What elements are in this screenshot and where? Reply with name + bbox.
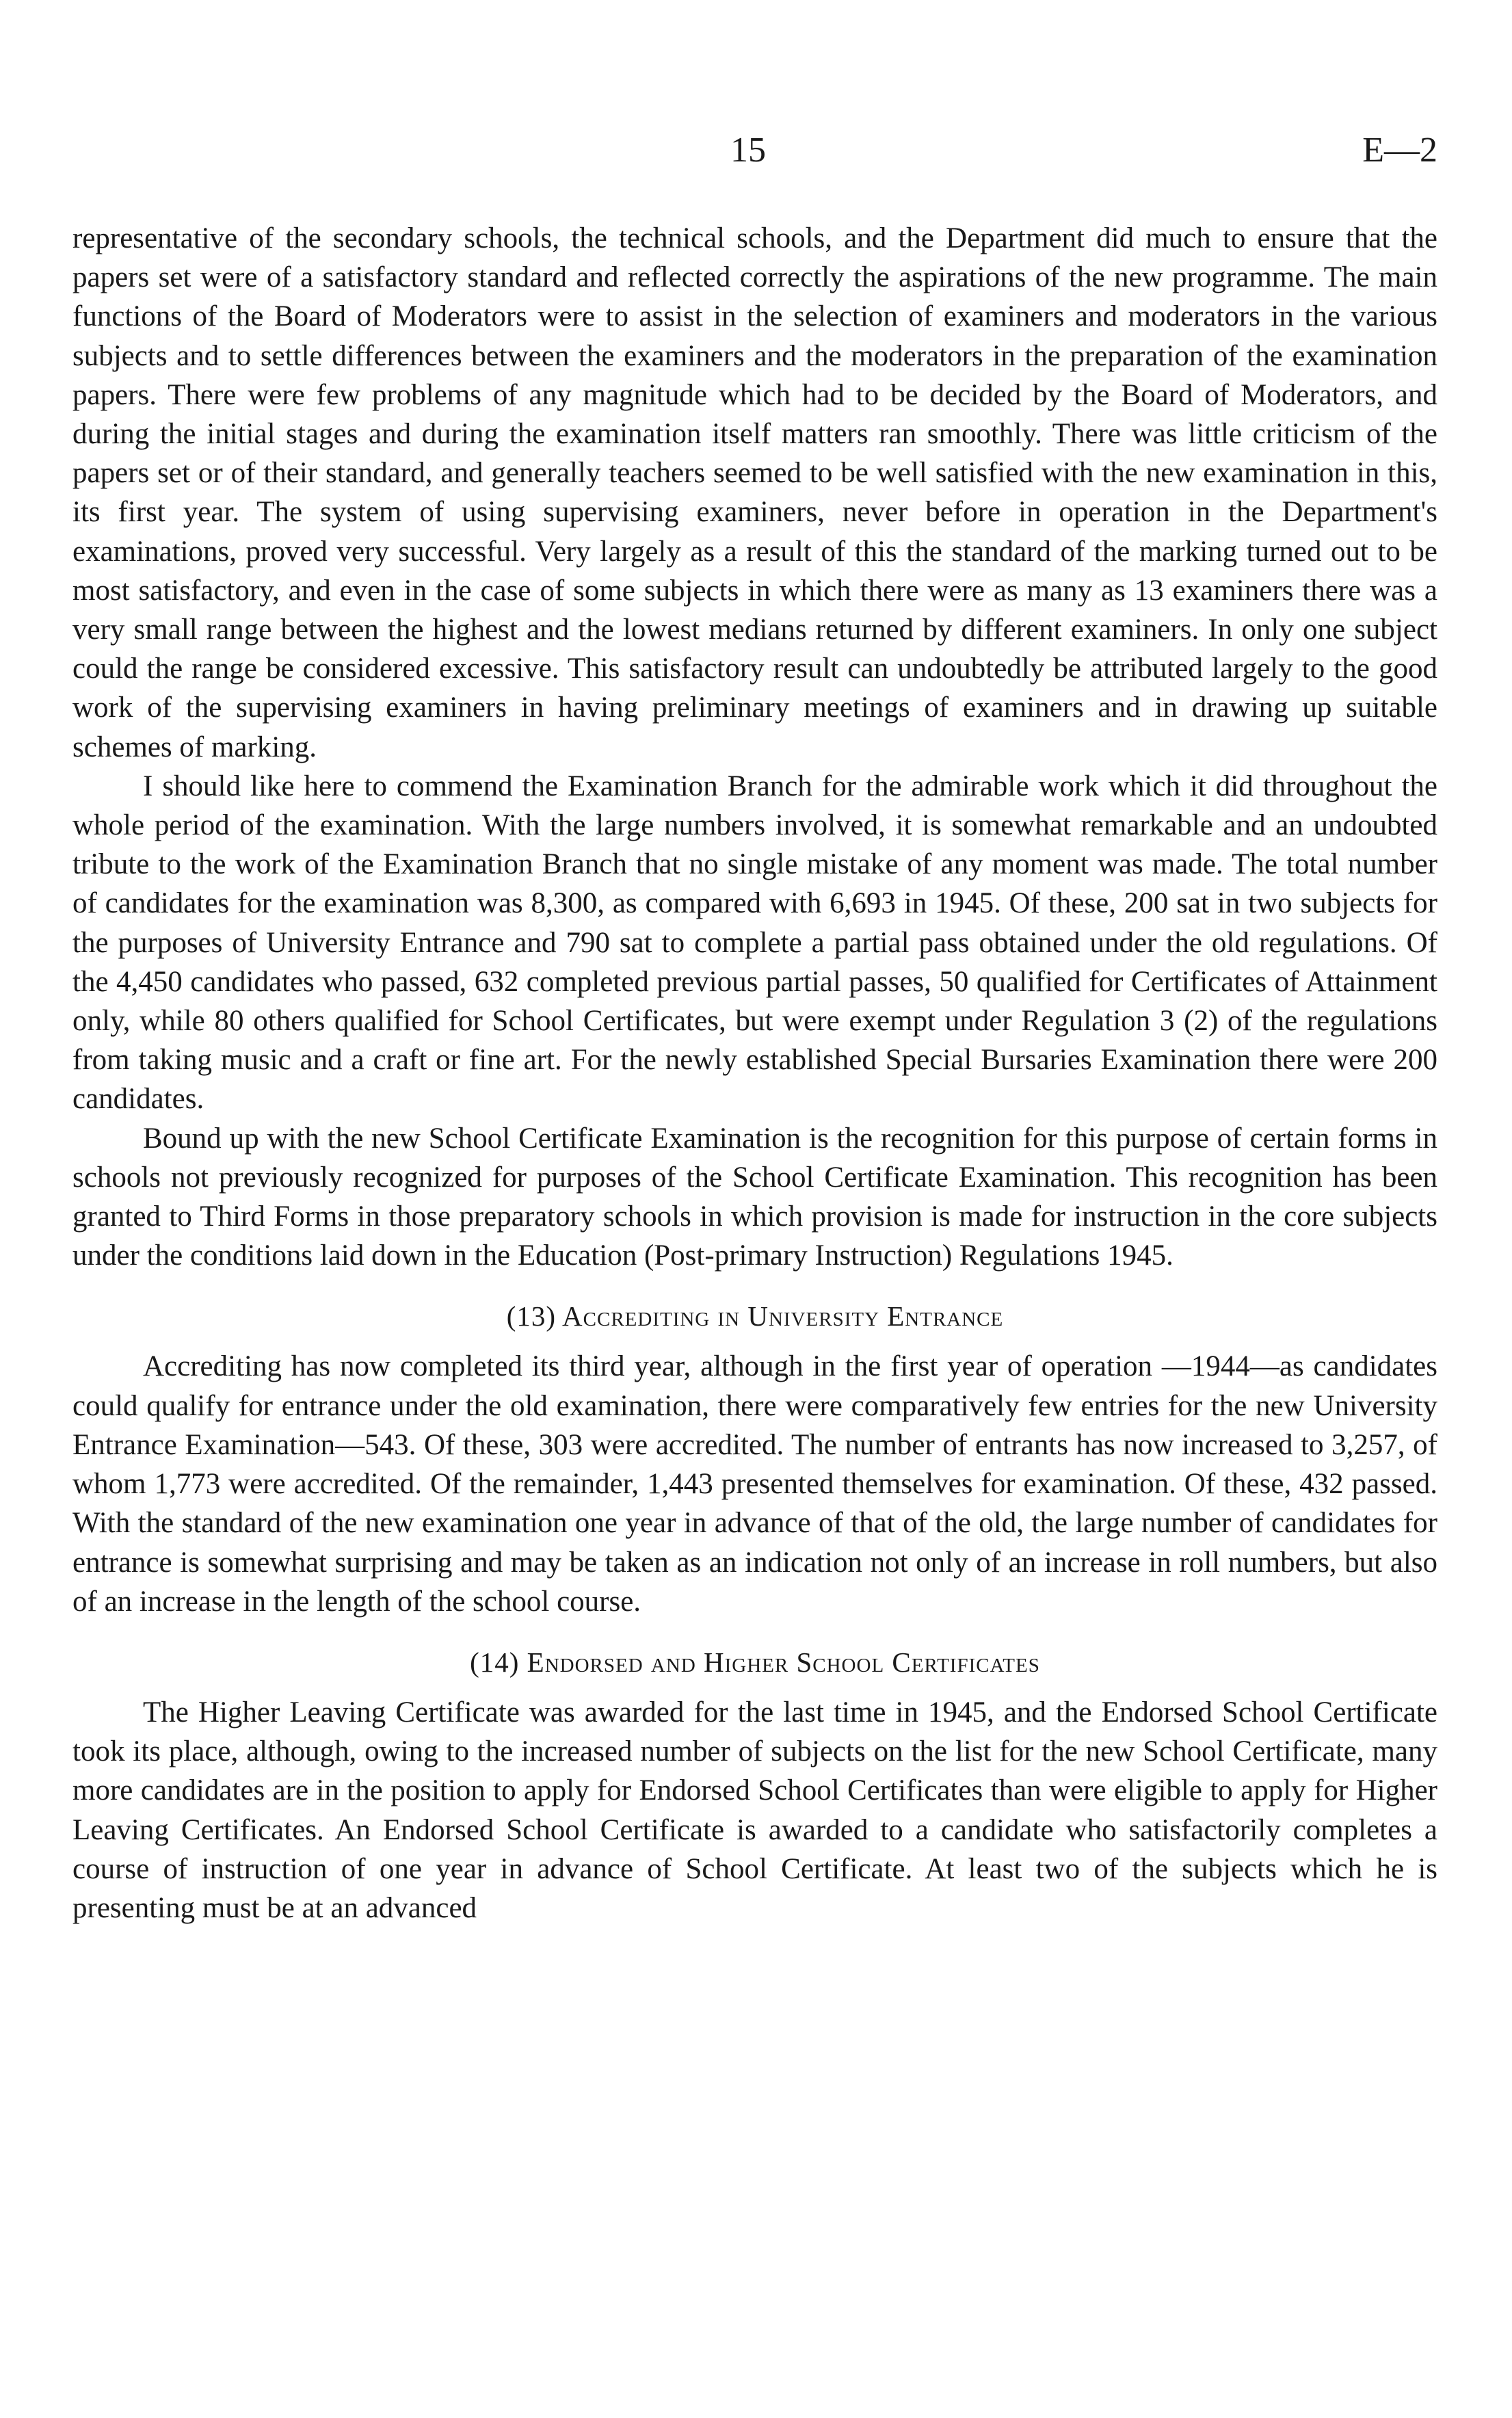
section-heading-accrediting: (13) Accrediting in University Entrance — [506, 1300, 1004, 1332]
paragraph-recognition: Bound up with the new School Certificate Examination is the recognition for this purpose of certain forms in schools not previously recognized for purposes of the School Certificate Examination. This recognition has been granted to Third Forms in those preparatory schools in which provision is made for instruction in the core subjects under the conditions laid down in the Education (Post-primary Instruction) Regulations 1945. — [72, 1122, 1437, 1272]
paragraph-accrediting: Accrediting has now completed its third year, although in the first year of operation —1944—as candidates could qualify for entrance under the old examination, there were comparatively few entries for the new University Entrance Examination—543. Of these, 303 were accredited. The number of entrants has now increased to 3,257, of whom 1,773 were accredited. Of the remainder, 1,443 presented themselves for examination. Of these, 432 passed. With the standard of the new examination one year in advance of that of the old, the large number of candidates for entrance is somewhat surprising and may be taken as an indication not only of an increase in roll numbers, but also of an increase in the length of the school course. — [72, 1350, 1437, 1618]
page-number: 15 — [730, 131, 766, 170]
document-reference: E—2 — [1362, 131, 1437, 170]
document-page — [72, 130, 1437, 1928]
paragraph-board-of-moderators: representative of the secondary schools, the technical schools, and the Department did much to ensure that the papers set were of a satisfactory standard and reflected correctly the aspirations of the new programme. The main functions of the Board of Moderators were to assist in the selection of examiners and moderators in the various subjects and to settle differences between the examiners and the moderators in the preparation of the examination papers. There were few problems of any magnitude which had to be decided by the Board of Moderators, and during the initial stages and during the examination itself matters ran smoothly. There was little criticism of the papers set or of their standard, and generally teachers seemed to be well satisfied with the new examination in this, its first year. The system of using supervising examiners, never before in operation in the Department's examinations, proved very successful. Very largely as a result of this the standard of the marking turned out to be most satisfactory, and even in the case of some subjects in which there were as many as 13 examiners there was a very small range between the highest and the lowest medians returned by different examiners. In only one subject could the range be considered excessive. This satisfactory result can undoubtedly be attributed largely to the good work of the supervising examiners in having preliminary meetings of examiners and in drawing up suitable schemes of marking. — [72, 222, 1437, 763]
paragraph-endorsed-certificates: The Higher Leaving Certificate was awarded for the last time in 1945, and the Endorsed School Certificate took its place, although, owing to the increased number of subjects on the list for the new School Certificate, many more candidates are in the position to apply for Endorsed School Certificates than were eligible to apply for Higher Leaving Certificates. An Endorsed School Certificate is awarded to a candidate who satisfactorily completes a course of instruction of one year in advance of School Certificate. At least two of the subjects which he is presenting must be at an advanced — [72, 1696, 1437, 1924]
section-heading-endorsed-certificates: (14) Endorsed and Higher School Certificates — [470, 1646, 1040, 1678]
paragraph-examination-branch: I should like here to commend the Examination Branch for the admirable work which it did throughout the whole period of the examination. With the large numbers involved, it is somewhat remarkable and an undoubted tribute to the work of the Examination Branch that no single mistake of any moment was made. The total number of candidates for the examination was 8,300, as compared with 6,693 in 1945. Of these, 200 sat in two subjects for the purposes of University Entrance and 790 sat to complete a partial pass obtained under the old regulations. Of the 4,450 candidates who passed, 632 completed previous partial passes, 50 qualified for Certificates of Attainment only, while 80 others qualified for School Certificates, but were exempt under Regulation 3 (2) of the regulations from taking music and a craft or fine art. For the newly established Special Bursaries Examination there were 200 candidates. — [72, 770, 1437, 1116]
page-header — [72, 130, 1437, 192]
